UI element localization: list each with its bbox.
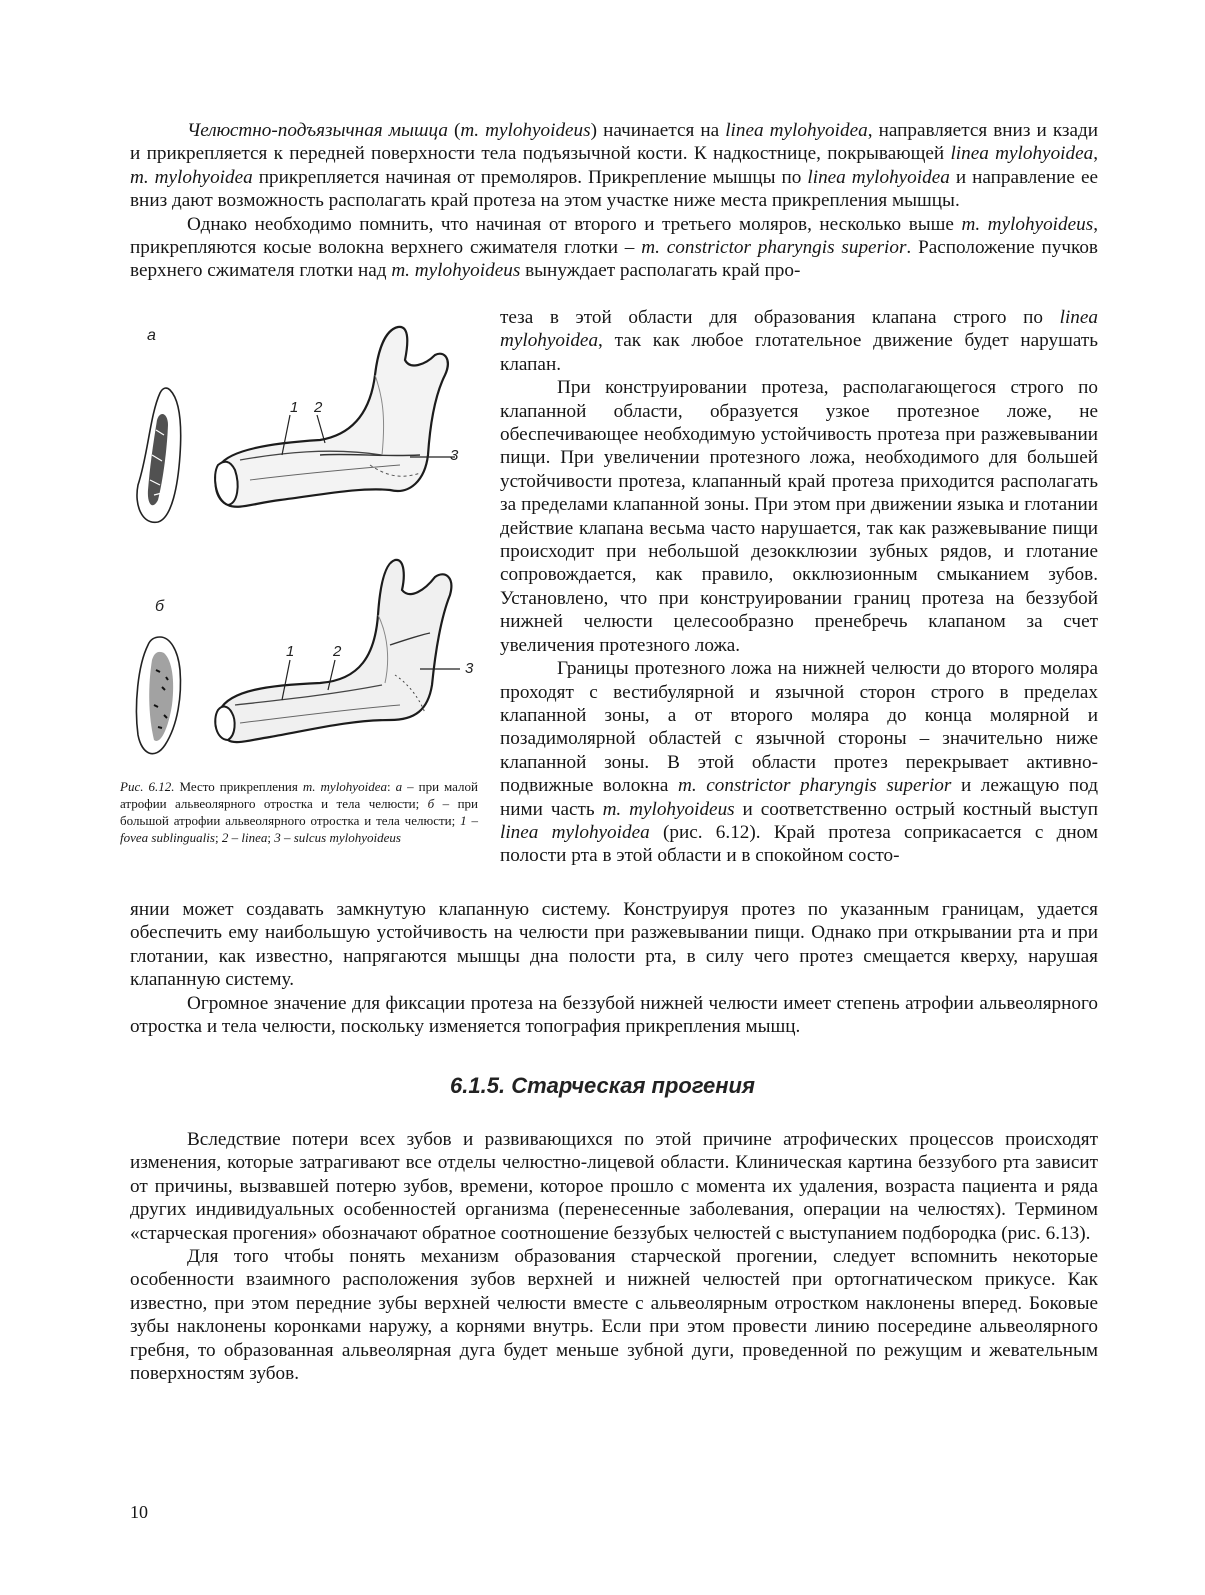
figure-b-number-3: 3 — [465, 660, 474, 677]
paragraph-5: Огромное значение для фиксации протеза на беззубой нижней челюсти имеет степень атрофии альвеолярного отростка и тела челюсти, поскольку изменяется топография прикрепления мышц. — [130, 992, 1098, 1038]
paragraph-4-continued: янии может создавать замкнутую клапанную систему. Конструируя протез по указанным границам, удается обеспечить ему наибольшую устойчивость на челюсти при разжевывании пищи. Однако при открывании рта и при глотании, как известно, напрягаются мышцы дна полости рта, в силу чего протез смещается кверху, нарушая клапанную систему. — [130, 899, 1098, 991]
figure-caption: Рис. 6.12. Место прикрепления m. mylohyoidea: а – при малой атрофии альвеолярного отростка и тела челюсти; б – при большой атрофии альвеолярного отростка и тела челюсти; 1 – fovea sublingualis; 2 – linea; 3 – sulcus mylohyoideus — [120, 779, 479, 845]
figure-a-number-2: 2 — [314, 399, 323, 416]
paragraph-2: Однако необходимо помнить, что начиная от второго и третьего моляров, несколько выше m. mylohyoideus, прикрепляются косые волокна верхнего сжимателя глотки – m. constrictor pharyngis superior. Расположение пучков верхнего сжимателя глотки над m. mylohyoideus вынуждает располагать край про- — [130, 213, 1098, 282]
paragraph-7: Для того чтобы понять механизм образования старческой прогении, следует вспомнить некоторые особенности взаимного расположения зубов верхней и нижней челюстей при ортогнатическом прикусе. Как известно, при этом передние зубы верхней челюсти вместе с альвеолярным отростком наклонены вперед. Боковые зубы наклонены коронками наружу, а корнями внутрь. Если при этом провести линию посередине альвеолярного гребня, то образованная альвеолярная дуга будет меньше зубной дуги, проведенной по режущим и жевательным поверхностям зубов. — [130, 1246, 1098, 1385]
paragraph-2-continued: теза в этой области для образования клапана строго по linea mylohyoidea, так как любое глотательное движение будет нарушать клапан. — [500, 307, 1098, 375]
mandible-a — [215, 327, 455, 507]
figure-label-b: б — [155, 598, 164, 615]
text-block-top — [130, 119, 1098, 283]
text-block-bottom — [130, 1128, 1098, 1385]
paragraph-1: Челюстно-подъязычная мышца (m. mylohyoideus) начинается на linea mylohyoidea, направляется вниз и кзади и прикрепляется к передней поверхности тела подъязычной кости. К надкостнице, покрывающей linea mylohyoidea, m. mylohyoidea прикрепляется начиная от премоляров. Прикрепление мышцы по linea mylohyoidea и направление ее вниз дают возможность располагать край протеза на этом участке ниже места прикрепления мышцы. — [130, 120, 1099, 212]
figure-label-a: а — [147, 327, 156, 344]
page-number: 10 — [130, 1502, 148, 1522]
paragraph-6: Вследствие потери всех зубов и развивающихся по этой причине атрофических процессов происходят изменения, которые затрагивают все отделы челюстно-лицевой области. Клиническая картина беззубого рта зависит от причины, вызвавшей потерю зубов, времени, которое прошло с момента их удаления, возраста пациента и ряда других индивидуальных особенностей организма (перенесенные заболевания, операции на челюстях). Термином «старческая прогения» обозначают обратное соотношение беззубых челюстей с выступанием подбородка (рис. 6.13). — [130, 1129, 1098, 1244]
cross-section-b — [136, 637, 180, 754]
figure-b-number-1: 1 — [286, 643, 295, 660]
paragraph-4: Границы протезного ложа на нижней челюсти до второго моляра проходят с вестибулярной и язычной сторон строго в пределах клапанной зоны, а от второго моляра до конца молярной и позадимолярной областей с язычной стороны – значительно ниже клапанной зоны. В этой области протез перекрывает активно-подвижные волокна m. constrictor pharyngis superior и лежащую под ними часть m. mylohyoideus и соответственно острый костный выступ linea mylohyoidea (рис. 6.12). Край протеза соприкасается с дном полости рта в этой области и в спокойном состо- — [500, 658, 1099, 867]
figure-a-number-3: 3 — [450, 447, 459, 464]
cross-section-a — [137, 388, 181, 522]
text-block-right — [500, 306, 1098, 868]
paragraph-3: При конструировании протеза, располагающегося строго по клапанной области, образуется узкое протезное ложе, не обеспечивающее необходимую устойчивость протеза при разжевывании пищи. При увеличении протезного ложа, необходимого для большей устойчивости протеза, клапанный край протеза приходится располагать за пределами клапанной зоны. При этом при движении языка и глотании действие клапана весьма часто нарушается, так как разжевывание пищи происходит при небольшой дезокклюзии зубных рядов, и глотание сопровождается, как правило, окклюзионным смыканием зубов. Установлено, что при конструировании границ протеза на беззубой нижней челюсти целесообразно пренебречь клапаном за счет увеличения протезного ложа. — [500, 377, 1098, 656]
text-block-middle — [130, 898, 1098, 1038]
figure-b-number-2: 2 — [333, 643, 342, 660]
figure-6-12 — [120, 315, 480, 875]
jaw-illustrations — [120, 315, 480, 785]
figure-a-number-1: 1 — [290, 399, 299, 416]
section-heading: 6.1.5. Старческая прогения — [450, 1073, 755, 1098]
